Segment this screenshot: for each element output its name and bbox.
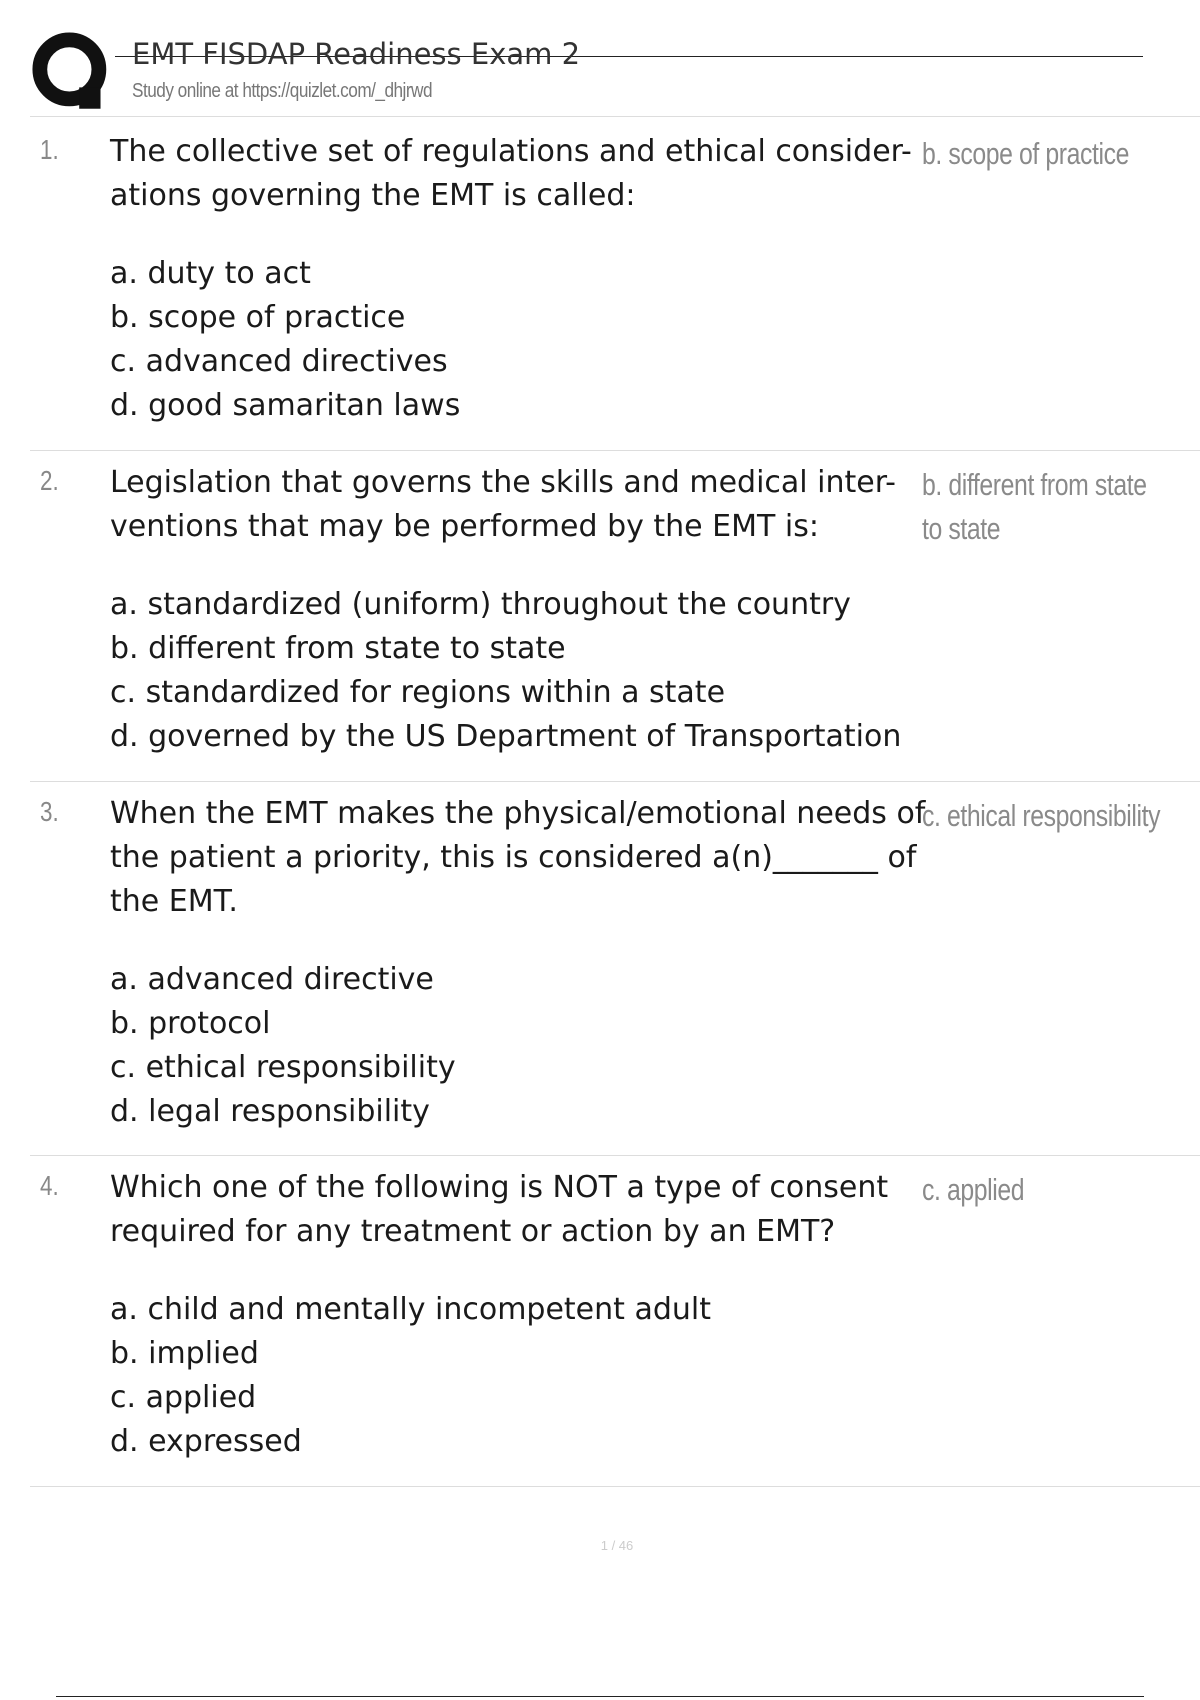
option-a: a. advanced directive	[110, 962, 434, 997]
option-a: a. duty to act	[110, 256, 311, 291]
question-text: Which one of the following is NOT a type of consent required for any treatment or action by an EMT?	[110, 1170, 889, 1249]
question-card-4	[30, 1156, 1200, 1487]
option-c: c. applied	[110, 1380, 257, 1415]
option-d: d. good samaritan laws	[110, 388, 461, 423]
question-card-1	[30, 120, 1200, 451]
page-header	[0, 0, 1200, 118]
quizlet-logo-icon	[30, 30, 112, 112]
header-divider	[30, 116, 1200, 117]
footer-divider	[56, 1696, 1144, 1697]
study-online-link[interactable]: Study online at https://quizlet.com/_dhjrwd	[132, 80, 433, 102]
answer-text: b. scope of practice	[922, 136, 1130, 171]
option-c: c. ethical responsibility	[110, 1050, 456, 1085]
option-b: b. implied	[110, 1336, 259, 1371]
answer-text: b. different from state to state	[922, 467, 1147, 546]
option-d: d. legal responsibility	[110, 1094, 430, 1129]
page-number: 1 / 46	[600, 1538, 634, 1553]
document-title: EMT FISDAP Readiness Exam 2	[132, 37, 581, 71]
question-number: 4.	[40, 1170, 59, 1201]
answer-options	[110, 1288, 950, 1464]
question-card-2	[30, 451, 1200, 782]
option-d: d. expressed	[110, 1424, 302, 1459]
option-a: a. standardized (uniform) throughout the country	[110, 587, 851, 622]
answer-text: c. ethical responsibility	[922, 798, 1161, 833]
option-b: b. different from state to state	[110, 631, 566, 666]
answer-options	[110, 958, 950, 1134]
option-b: b. scope of practice	[110, 300, 406, 335]
question-card-3	[30, 782, 1200, 1156]
answer-options	[110, 252, 950, 428]
question-number: 3.	[40, 796, 59, 827]
question-number: 2.	[40, 465, 59, 496]
option-a: a. child and mentally incompetent adult	[110, 1292, 711, 1327]
answer-options	[110, 583, 950, 759]
option-d: d. governed by the US Department of Transportation	[110, 719, 902, 754]
question-text: The collective set of regulations and ethical consider-ations governing the EMT is called:	[110, 134, 912, 213]
option-c: c. advanced directives	[110, 344, 448, 379]
option-c: c. standardized for regions within a state	[110, 675, 726, 710]
question-text: Legislation that governs the skills and medical inter-ventions that may be performed by the EMT is:	[110, 465, 896, 544]
question-number: 1.	[40, 134, 59, 165]
answer-text: c. applied	[922, 1172, 1025, 1207]
question-text: When the EMT makes the physical/emotional needs of the patient a priority, this is considered a(n)_______ of the EMT.	[110, 796, 926, 919]
option-b: b. protocol	[110, 1006, 271, 1041]
